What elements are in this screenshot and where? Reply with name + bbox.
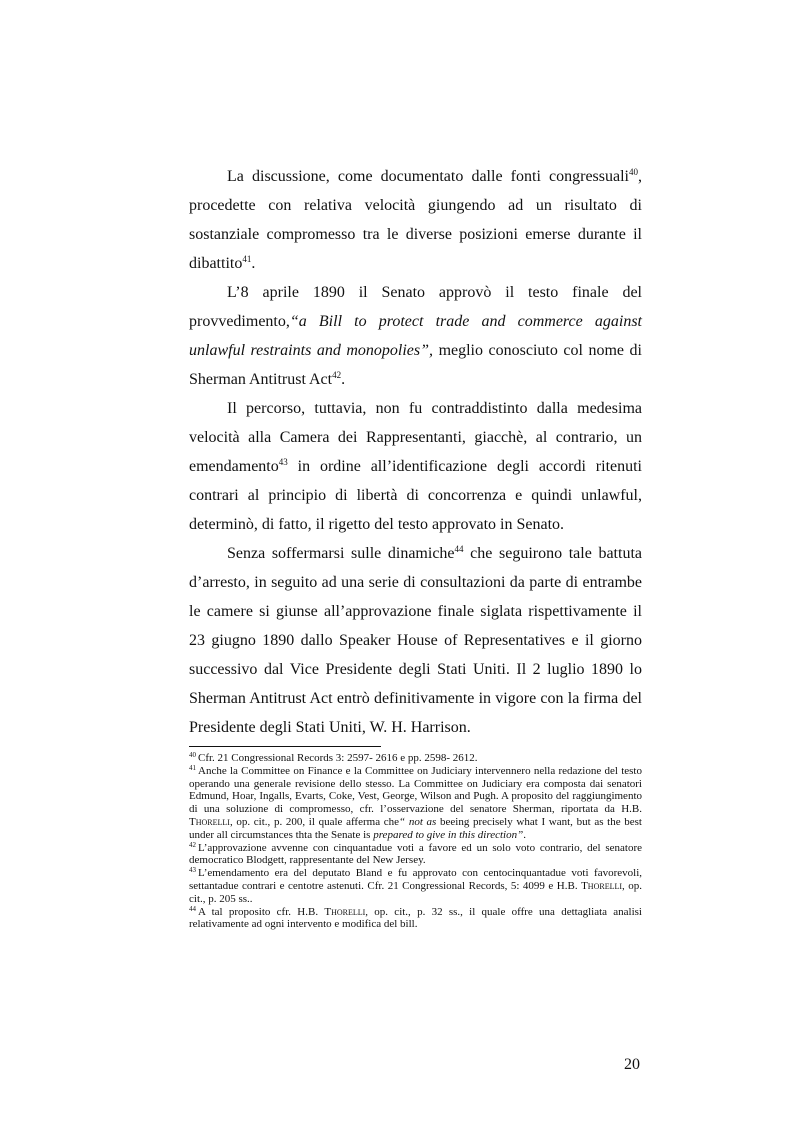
footnote-number: 41 — [189, 763, 196, 772]
footnote-41: $^{41}$ Anche la Committee on Finance e la Committee on Judiciary intervennero nella redazione del testo operando una generale revisione dello stesso. La Committee on Judiciary era composta dai senatori Edmund, Hoar, Ingalls, Evarts, Coke, Vest, George, Wilson and Pugh. A proposito del raggiungimento di una soluzione di compromesso, cfr. l’osservazione del senatore Sherman, riportata da H.B. Thorelli, op. cit., p. 200, il quale afferma che“ not as beeing precisely what I want, but as the best under all circumstances thta the Senate is prepared to give in this direction”. — [189, 763, 642, 841]
page-number: 20 — [624, 1056, 640, 1073]
bill-title-quote: “a Bill to protect trade and commerce against unlawful restraints and monopolies”, — [189, 313, 642, 359]
footnote-40: $^{40}$ Cfr. 21 Congressional Records 3: 2597- 2616 e pp. 2598- 2612. — [189, 751, 478, 764]
paragraph-3: Il percorso, tuttavia, non fu contraddistinto dalla medesima velocità alla Camera dei Rappresentanti, giacchè, al contrario, un emendamento$^{43}$ in ordine all’identificazione degli accordi ritenuti contrari al principio di libertà di concorrenza e quindi unlawful, determinò, di fatto, il rigetto del testo approvato in Senato. — [189, 400, 642, 533]
footnote-number: 42 — [189, 840, 196, 849]
footnote-ref-42[interactable]: 42 — [332, 370, 342, 380]
footnote-number: 40 — [189, 751, 196, 759]
footnote-42: $^{42}$ L’approvazione avvenne con cinquantadue voti a favore ed un solo voto contrario, del senatore democratico Blodgett, rappresentante del New Jersey. — [189, 840, 642, 867]
footnote-44: $^{44}$ A tal proposito cfr. H.B. Thorelli, op. cit., p. 32 ss., il quale offre una dettagliata analisi relativamente ad ogni intervento e modifica del bill. — [189, 904, 642, 931]
footnote-ref-40[interactable]: 40 — [629, 167, 638, 177]
footnote-separator — [189, 746, 381, 747]
footnote-ref-41[interactable]: 41 — [242, 254, 252, 264]
footnote-ref-43[interactable]: 43 — [278, 457, 288, 467]
footnote-ref-44[interactable]: 44 — [454, 544, 464, 554]
paragraph-1: La discussione, come documentato dalle fonti congressuali$^{40}$, procedette con relativa velocità giungendo ad un risultato di sostanziale compromesso tra le diverse posizioni emerse durante il dibattito$^{41}$. — [189, 167, 642, 272]
body-text — [189, 162, 642, 742]
footnote-43: $^{43}$ L’emendamento era del deputato Bland e fu approvato con centocinquantadue voti favorevoli, settantadue contrari e centotre astenuti. Cfr. 21 Congressional Records, 5: 4099 e H.B. Thorelli, op. cit., p. 205 ss.. — [189, 866, 643, 905]
footnote-number: 44 — [189, 904, 196, 913]
paragraph-4: Senza soffermarsi sulle dinamiche$^{44}$ che seguirono tale battuta d’arresto, in seguito ad una serie di consultazioni da parte di entrambe le camere si giunse all’approvazione finale siglata rispettivamente il 23 giugno 1890 dallo Speaker House of Representatives e il giorno successivo dal Vice Presidente degli Stati Uniti. Il 2 luglio 1890 lo Sherman Antitrust Act entrò definitivamente in vigore con la firma del Presidente degli Stati Uniti, W. H. Harrison. — [189, 544, 642, 736]
footnotes — [189, 752, 642, 931]
paragraph-2: L’8 aprile 1890 il Senato approvò il testo finale del provvedimento,“a Bill to protect trade and commerce against unlawful restraints and monopolies”, meglio conosciuto col nome di Sherman Antitrust Act$^{42}$. — [189, 284, 642, 388]
footnote-number: 43 — [189, 866, 196, 875]
